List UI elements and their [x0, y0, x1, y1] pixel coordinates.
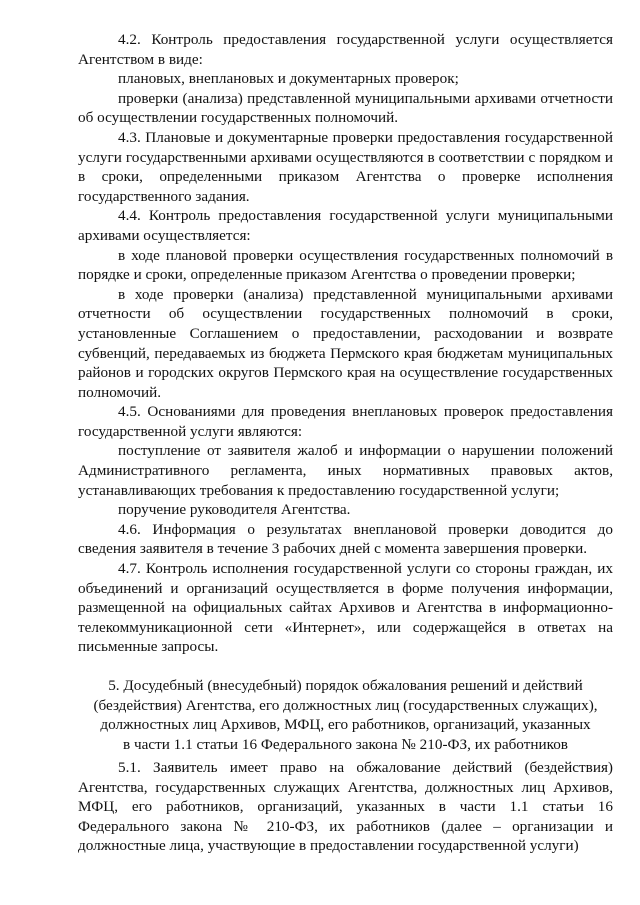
section-5-heading: [78, 676, 613, 754]
section-5-body: [78, 758, 613, 856]
section-5-heading-line-4: в части 1.1 статьи 16 Федерального закона № 210-ФЗ, их работников: [123, 735, 568, 753]
section-5-heading-line-2: (бездействия) Агентства, его должностных лиц (государственных служащих),: [93, 696, 598, 714]
paragraph-4-3: 4.3. Плановые и документарные проверки предоставления государственной услуги государственными архивами осуществляются в соответствии с порядком и в сроки, определенными приказом Агентства о проверке исполнения государственного задания.: [78, 128, 613, 205]
paragraph-4-5-item-1: поступление от заявителя жалоб и информации о нарушении положений Административного регламента, иных нормативных правовых актов, устанавливающих требования к предоставлению государственной услуги;: [78, 442, 613, 499]
section-4-body: [78, 30, 613, 657]
paragraph-4-4: 4.4. Контроль предоставления государственной услуги муниципальными архивами осуществляется:: [78, 207, 613, 244]
paragraph-4-4-item-1: в ходе плановой проверки осуществления государственных полномочий в порядке и сроки, определенные приказом Агентства о проведении проверки;: [78, 246, 613, 284]
section-5-heading-line-3: должностных лиц Архивов, МФЦ, его работников, организаций, указанных: [100, 716, 591, 734]
paragraph-4-7: 4.7. Контроль исполнения государственной услуги со стороны граждан, их объединений и организаций осуществляется в форме получения информации, размещенной на официальных сайтах Архивов и Агентства в информационно-телекоммуникационной сети «Интернет», или содержащейся в ответах на письменные запросы.: [78, 560, 613, 656]
paragraph-4-5: 4.5. Основаниями для проведения внеплановых проверок предоставления государственной услуги являются:: [78, 403, 613, 440]
paragraph-4-5-item-2: поручение руководителя Агентства.: [118, 501, 351, 519]
paragraph-4-2: 4.2. Контроль предоставления государственной услуги осуществляется Агентством в виде:: [78, 31, 613, 68]
paragraph-4-2-item-1: плановых, внеплановых и документарных проверок;: [118, 70, 459, 88]
paragraph-4-6: 4.6. Информация о результатах внеплановой проверки доводится до сведения заявителя в течение 3 рабочих дней с момента завершения проверки.: [78, 520, 613, 558]
section-5-heading-line-1: 5. Досудебный (внесудебный) порядок обжалования решений и действий: [108, 677, 583, 694]
paragraph-5-1: 5.1. Заявитель имеет право на обжалование действий (бездействия) Агентства, государственных служащих Агентства, должностных лиц Архивов, МФЦ, его работников, организаций, указанных в части 1.1 статьи 16 Федерального закона № 210-ФЗ, их работников (далее – организации и должностные лица, участвующие в предоставлении государственной услуги): [78, 759, 613, 855]
paragraph-4-4-item-2: в ходе проверки (анализа) представленной муниципальными архивами отчетности об осуществлении государственных полномочий в сроки, установленные Соглашением о предоставлении, расходовании и возврате субвенций, передаваемых из бюджета Пермского края бюджетам муниципальных районов и городских округов Пермского края на осуществление государственных полномочий.: [78, 285, 613, 401]
paragraph-4-2-item-2: проверки (анализа) представленной муниципальными архивами отчетности об осуществлении государственных полномочий.: [78, 89, 613, 127]
